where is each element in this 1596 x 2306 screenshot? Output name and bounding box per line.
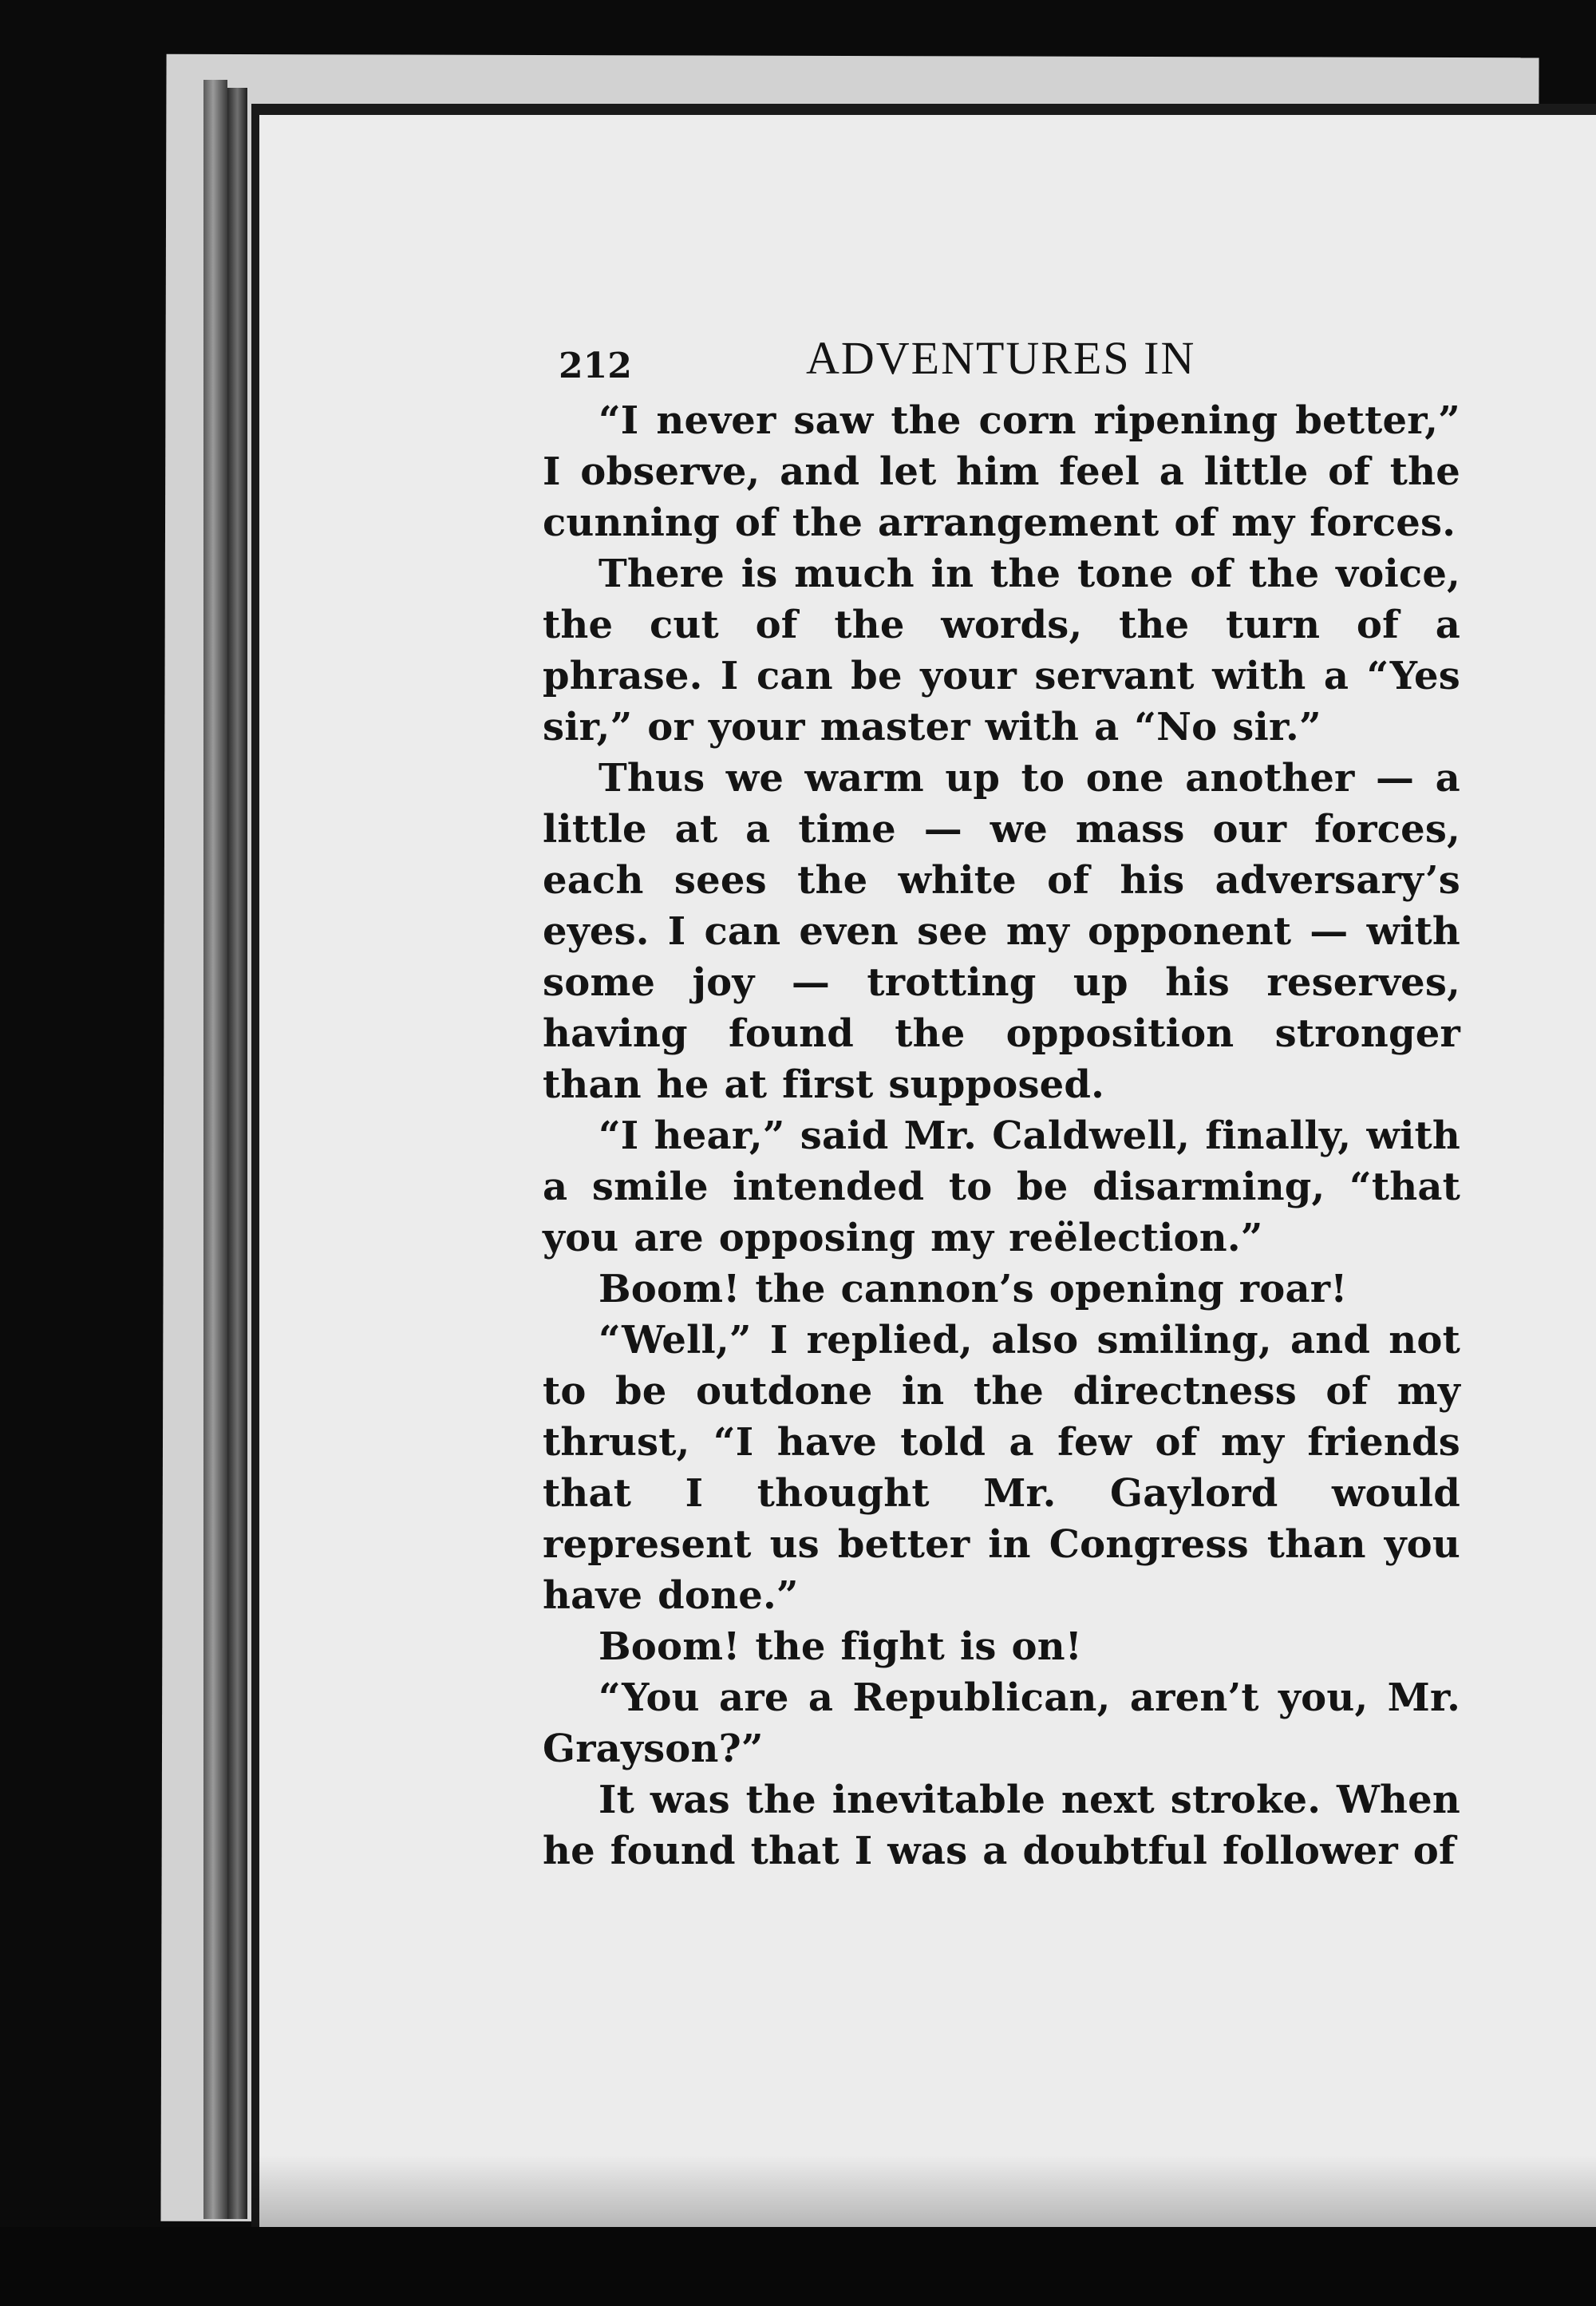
paragraph: Boom! the cannon’s opening roar!	[598, 1267, 1348, 1311]
page-bottom-shade	[251, 2155, 1596, 2235]
book-page-edge	[203, 80, 227, 2219]
page-text	[543, 331, 1460, 1877]
scanner-background	[0, 2227, 1596, 2306]
page-number: 212	[559, 346, 632, 386]
paragraph: “I never saw the corn ripening better,” I observe, and let him feel a little of the cunning of the arrangement of my forces.	[543, 398, 1460, 545]
paragraph: It was the inevitable next stroke. When he found that I was a doubtful follower of	[543, 1778, 1460, 1873]
paragraph: “Well,” I replied, also smiling, and not to be outdone in the directness of my thrust, “I have told a few of my friends that I thought Mr. Gaylord would represent us better in Congress than you have done.”	[543, 1318, 1460, 1618]
paragraph: “You are a Republican, aren’t you, Mr. Grayson?”	[543, 1675, 1460, 1771]
page-header	[543, 331, 1460, 389]
paragraph: There is much in the tone of the voice, the cut of the words, the turn of a phrase. I can be your servant with a “Yes sir,” or your master with a “No sir.”	[543, 552, 1460, 750]
running-head: ADVENTURES IN	[806, 332, 1196, 384]
paragraph: Thus we warm up to one another — a little at a time — we mass our forces, each sees the white of his adversary’s eyes. I can even see my opponent — with some joy — trotting up his reserves, having found the opposition stronger than he at first supposed.	[543, 756, 1460, 1107]
paragraph: Boom! the fight is on!	[598, 1624, 1083, 1669]
book-page-edge-shadow	[227, 88, 247, 2219]
paragraph: “I hear,” said Mr. Caldwell, finally, with a smile intended to be disarming, “that you are opposing my reëlection.”	[543, 1113, 1460, 1260]
